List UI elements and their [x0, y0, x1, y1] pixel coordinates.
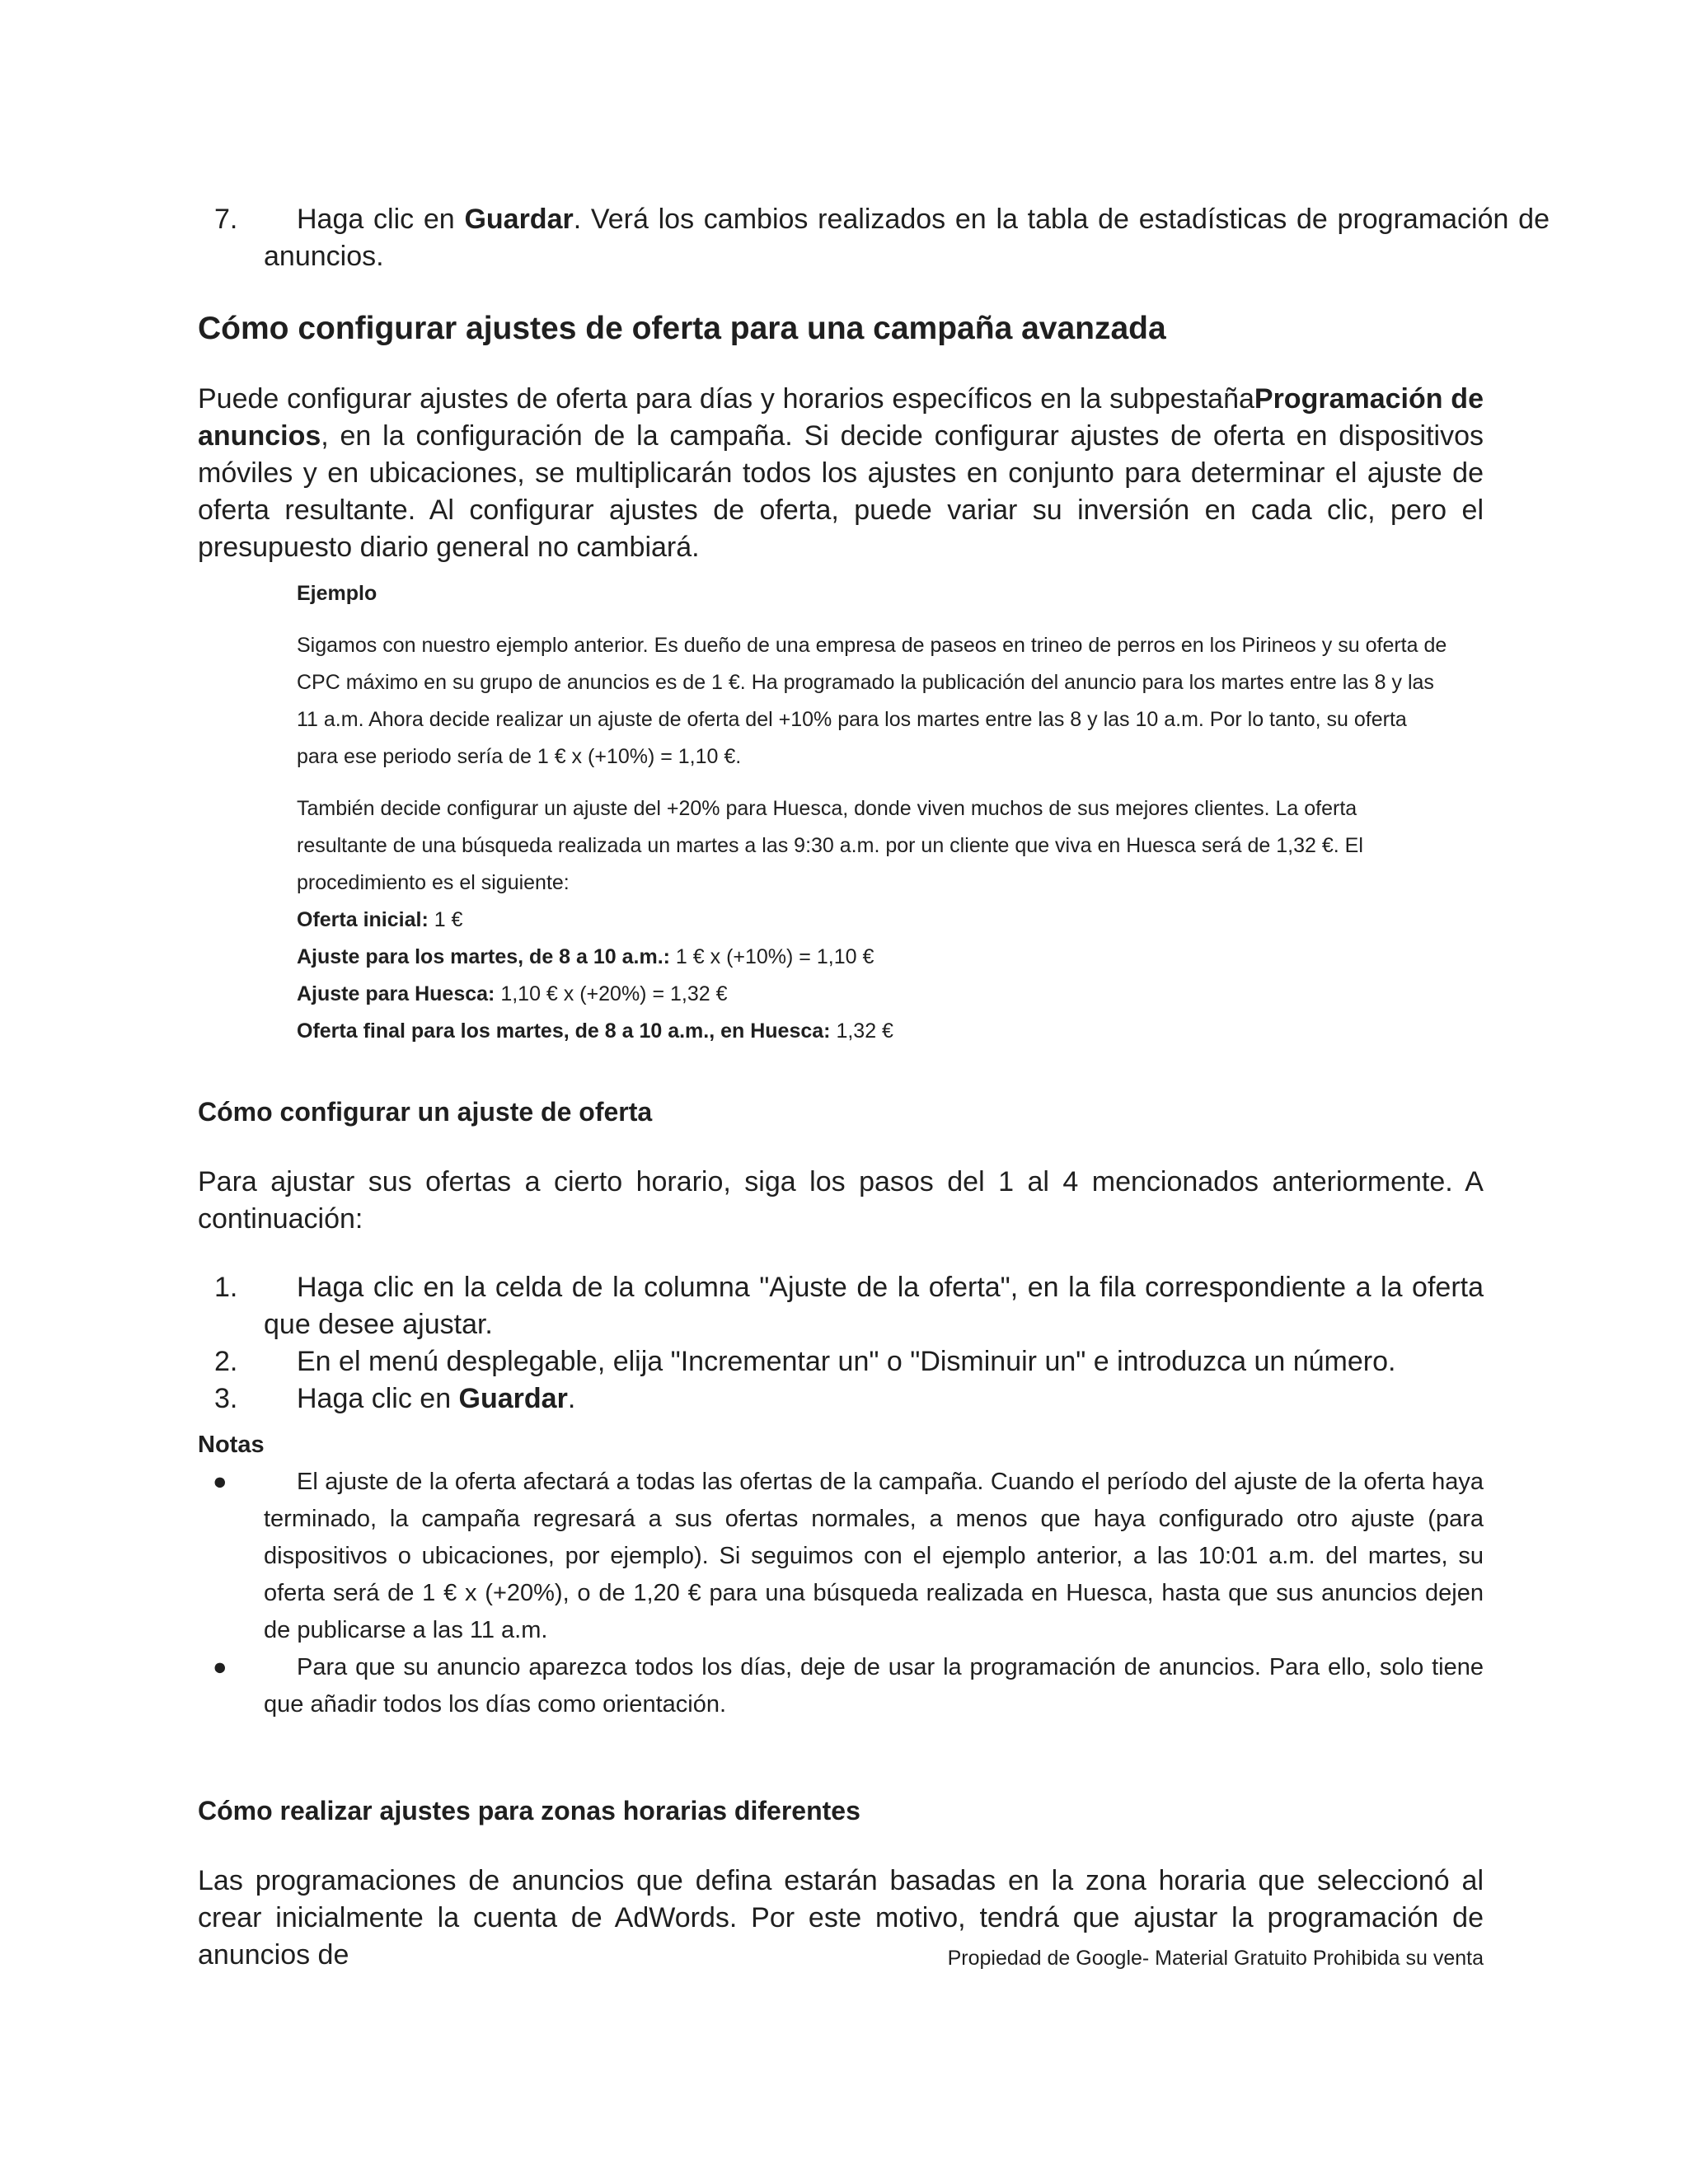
intro-text: Puede configurar ajustes de oferta para días y horarios específicos en la subpestaña [198, 383, 1254, 415]
list-item [198, 1380, 1484, 1418]
steps-list [198, 1269, 1484, 1418]
step-text: Haga clic en [297, 1383, 459, 1414]
guardar-bold: Guardar [464, 204, 574, 235]
example-line: Ajuste para los martes, de 8 a 10 a.m.: 1 € x (+10%) = 1,10 € [297, 945, 874, 968]
note-item [198, 1464, 1484, 1649]
step-text-rest: . [567, 1383, 576, 1414]
section-heading-3: Cómo realizar ajustes para zonas horarias diferentes [198, 1796, 860, 1825]
notes-title: Notas [198, 1432, 265, 1458]
example-paragraph-1: Sigamos con nuestro ejemplo anterior. Es dueño de una empresa de paseos en trineo de perros en los Pirineos y su oferta de CPC máximo en su grupo de anuncios es de 1 €. Ha programado la publicación del anuncio para los martes entre las 8 y las 11 a.m. Ahora decide realizar un ajuste de oferta del +10% para los martes entre las 8 y las 10 a.m. Por lo tanto, su oferta para ese periodo sería de 1 € x (+10%) = 1,10 €. [297, 634, 1447, 768]
note-text: El ajuste de la oferta afectará a todas las ofertas de la campaña. Cuando el período del ajuste de la oferta haya terminado, la campaña regresará a sus ofertas normales, a menos que haya configurado otro ajuste (para dispositivos o ubicaciones, por ejemplo). Si seguimos con el ejemplo anterior, a las 10:01 a.m. del martes, su oferta será de 1 € x (+20%), o de 1,20 € para una búsqueda realizada en Huesca, hasta que sus anuncios dejen de publicarse a las 11 a.m. [264, 1469, 1484, 1643]
list-number: 2. [214, 1346, 238, 1377]
example-line: Oferta final para los martes, de 8 a 10 a.m., en Huesca: 1,32 € [297, 1019, 893, 1043]
bullet-icon: ● [213, 1469, 227, 1495]
item-text: Haga clic en [297, 204, 465, 235]
example-title: Ejemplo [297, 582, 377, 605]
bullet-icon: ● [213, 1654, 227, 1680]
guardar-bold: Guardar [458, 1383, 568, 1414]
list-item-7 [198, 201, 1550, 275]
intro-bold: Programación de anuncios [198, 383, 1484, 452]
list-item [198, 1269, 1484, 1343]
page-footer: Propiedad de Google- Material Gratuito Prohibida su venta [947, 1947, 1484, 1970]
intro-text-rest: , en la configuración de la campaña. Si decide configurar ajustes de oferta en dispositivos móviles y en ubicaciones, se multiplicarán todos los ajustes en conjunto para determinar el ajuste de oferta resultante. Al configurar ajustes de oferta, puede variar su inversión en cada clic, pero el presupuesto diario general no cambiará. [198, 420, 1484, 563]
step-text: Haga clic en la celda de la columna "Ajuste de la oferta", en la fila correspondiente a la oferta que desee ajustar. [264, 1272, 1484, 1340]
step-text: En el menú desplegable, elija "Incrementar un" o "Disminuir un" e introduzca un número. [297, 1346, 1396, 1377]
notes-list [198, 1464, 1484, 1723]
list-number: 7. [214, 204, 238, 235]
section-heading-2: Cómo configurar un ajuste de oferta [198, 1097, 653, 1127]
list-item [198, 1343, 1484, 1380]
list-number: 3. [214, 1383, 238, 1414]
time-zone-paragraph: Las programaciones de anuncios que defina estarán basadas en la zona horaria que seleccionó al crear inicialmente la cuenta de AdWords. Por este motivo, tendrá que ajustar la programación de anuncios de [198, 1865, 1484, 1971]
intro-paragraph [198, 381, 1484, 566]
section-heading-1: Cómo configurar ajustes de oferta para una campaña avanzada [198, 311, 1166, 346]
example-block [297, 575, 1451, 1050]
example-line: Oferta inicial: 1 € [297, 908, 463, 931]
steps-intro-paragraph: Para ajustar sus ofertas a cierto horario, siga los pasos del 1 al 4 mencionados anteriormente. A continuación: [198, 1166, 1484, 1235]
example-paragraph-2: También decide configurar un ajuste del +20% para Huesca, donde viven muchos de sus mejores clientes. La oferta resultante de una búsqueda realizada un martes a las 9:30 a.m. por un cliente que viva en Huesca será de 1,32 €. El procedimiento es el siguiente: [297, 797, 1363, 894]
note-text: Para que su anuncio aparezca todos los días, deje de usar la programación de anuncios. Para ello, solo tiene que añadir todos los días como orientación. [264, 1654, 1484, 1718]
list-number: 1. [214, 1272, 238, 1303]
example-line: Ajuste para Huesca: 1,10 € x (+20%) = 1,32 € [297, 982, 728, 1005]
item-text-rest: . Verá los cambios realizados en la tabla de estadísticas de programación de anuncios. [264, 204, 1550, 272]
note-item [198, 1649, 1484, 1723]
